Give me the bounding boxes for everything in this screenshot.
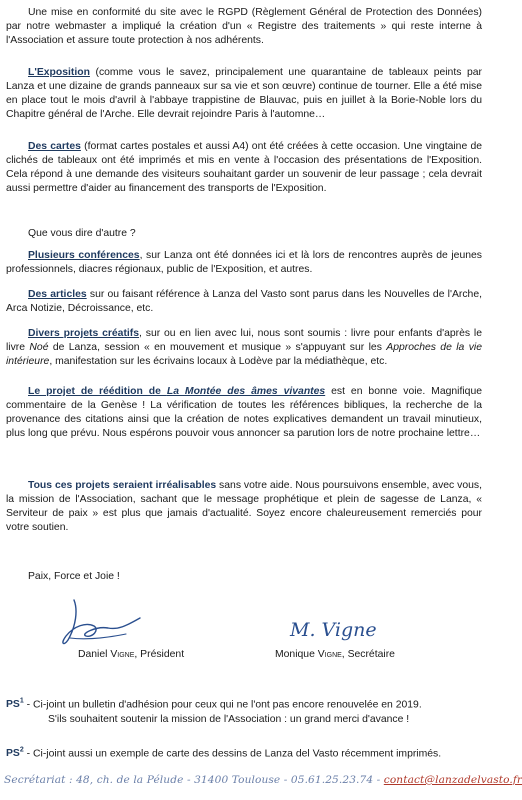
postscript-2 bbox=[6, 744, 482, 761]
paragraph-articles bbox=[6, 288, 482, 316]
signatory-monique bbox=[275, 649, 395, 660]
heading-articles: Des articles bbox=[28, 289, 87, 300]
footer-address: Secrétariat : 48, ch. de la Pélude - 31400 Toulouse - 05.61.25.23.74 - bbox=[4, 774, 384, 786]
paragraph-text: - Ci-joint aussi un exemple de carte des dessins de Lanza del Vasto récemment imprimés. bbox=[23, 748, 442, 760]
signature-handwriting: M. Vigne bbox=[290, 619, 377, 641]
paragraph-text: sur ou faisant référence à Lanza del Vasto sont parus dans les Nouvelles de l'Arche, Arca Notizie, Décroissance, etc. bbox=[6, 289, 483, 314]
heading-exposition: L'Exposition bbox=[28, 67, 90, 78]
ps-label-text: PS bbox=[6, 748, 20, 760]
signature-daniel bbox=[56, 596, 146, 648]
paragraph-cartes bbox=[6, 140, 482, 196]
closing-salutation bbox=[6, 570, 482, 584]
paragraph-projets bbox=[6, 327, 482, 369]
paragraph-text: - Ci-joint un bulletin d'adhésion pour ceux qui ne l'ont pas encore renouvelée en 2019. bbox=[23, 699, 422, 711]
postscript-1-continued bbox=[48, 713, 482, 727]
ps-number: 1 bbox=[19, 698, 24, 705]
book-title-noe: Noé bbox=[29, 342, 49, 353]
paragraph-text: , sur Lanza ont été données ici et là lors de rencontres auprès de jeunes professionnels, diacres régionaux, public de l'Exposition, et autres. bbox=[6, 250, 482, 275]
footer-email-link[interactable]: contact@lanzadelvasto.fr bbox=[383, 774, 522, 786]
paragraph-remerciements bbox=[6, 479, 482, 535]
postscript-1 bbox=[6, 695, 482, 712]
paragraph-text: , sur ou en lien avec lui, nous sont soumis : livre pour enfants d'après le livre bbox=[6, 328, 482, 353]
paragraph-conferences bbox=[6, 249, 482, 277]
paragraph-question bbox=[6, 227, 482, 241]
role: , Secrétaire bbox=[341, 649, 395, 660]
paragraph-text: Paix, Force et Joie ! bbox=[28, 571, 120, 582]
paragraph-text: sans votre aide. Nous poursuivons ensemble, avec vous, la mission de l'Association, sachant que le message prophétique et plein de sagesse de Lanza, « Serviteur de paix » est plus que jamais d'actualité. Soyez encore chaleureusement remerciés pour votre soutien. bbox=[6, 480, 482, 533]
paragraph-text: est en bonne voie. Magnifique commentaire de la Genèse ! La vérification de toutes les références bibliques, la recherche de la provenance des citations ainsi que la création de notes explicatives demandent un travail minutieux, plus long que prévu. Nous espérons pouvoir vous annoncer sa parution lors de notre prochaine lettre… bbox=[6, 386, 482, 439]
footer-contact bbox=[4, 774, 522, 786]
heading-conferences: Plusieurs conférences bbox=[28, 250, 140, 261]
signature-monique bbox=[286, 612, 386, 646]
role: , Président bbox=[134, 649, 185, 660]
paragraph-text: (format cartes postales et aussi A4) ont été créées à cette occasion. Une vingtaine de clichés de tableaux ont été imprimés et mis en vente à l'occasion des présentations de l'Exposition. Cela répond à une demande des visiteurs souhaitant garder un souvenir de leur passage ; cela devrait aussi permettre d'aider au financement des transports de l'Exposition. bbox=[6, 141, 482, 194]
paragraph-rgpd bbox=[6, 6, 482, 48]
book-title-montee: La Montée des âmes vivantes bbox=[166, 386, 326, 397]
paragraph-text: S'ils souhaitent soutenir la mission de l'Association : un grand merci d'avance ! bbox=[48, 714, 410, 725]
heading-cartes: Des cartes bbox=[28, 141, 81, 152]
paragraph-text: Une mise en conformité du site avec le RGPD (Règlement Général de Protection des Données) par notre webmaster a impliqué la création d'un « Registre des traitements » qui reste interne à l'Association et assure toute protection à nos adhérents. bbox=[6, 7, 482, 46]
heading-projets: Divers projets créatifs bbox=[28, 328, 140, 339]
paragraph-text: Que vous dire d'autre ? bbox=[28, 228, 136, 239]
first-name: Monique bbox=[275, 649, 318, 660]
book-title-approches: Approches de la vie intérieure bbox=[6, 342, 482, 367]
heading-reedition bbox=[28, 386, 325, 397]
last-name: Vigne bbox=[110, 649, 135, 660]
paragraph-text: de Lanza, session « en mouvement et musique » s'appuyant sur les bbox=[48, 342, 387, 353]
ps-number: 2 bbox=[19, 747, 24, 754]
heading-text: Le projet de réédition de bbox=[28, 386, 167, 397]
paragraph-text: (comme vous le savez, principalement une quarantaine de tableaux peints par Lanza et une dizaine de grands panneaux sur sa vie et son œuvre) continue de tourner. Elle a été mise en place tout le mois d'avril à l'abbaye trappistine de Blauvac, puis en juillet à la Borie-Noble lors du Chapitre général de l'Arche. Elle devrait rejoindre Paris à l'automne… bbox=[6, 67, 482, 120]
signatory-daniel bbox=[78, 649, 184, 660]
ps-label bbox=[6, 748, 24, 759]
last-name: Vigne bbox=[317, 649, 342, 660]
first-name: Daniel bbox=[78, 649, 111, 660]
ps-label-text: PS bbox=[6, 699, 20, 711]
paragraph-exposition bbox=[6, 66, 482, 122]
heading-remerciements: Tous ces projets seraient irréalisables bbox=[28, 480, 217, 491]
ps-label bbox=[6, 699, 24, 710]
paragraph-reedition bbox=[6, 385, 482, 441]
paragraph-text: , manifestation sur les écrivains locaux à Lodève par la médiathèque, etc. bbox=[49, 356, 388, 367]
